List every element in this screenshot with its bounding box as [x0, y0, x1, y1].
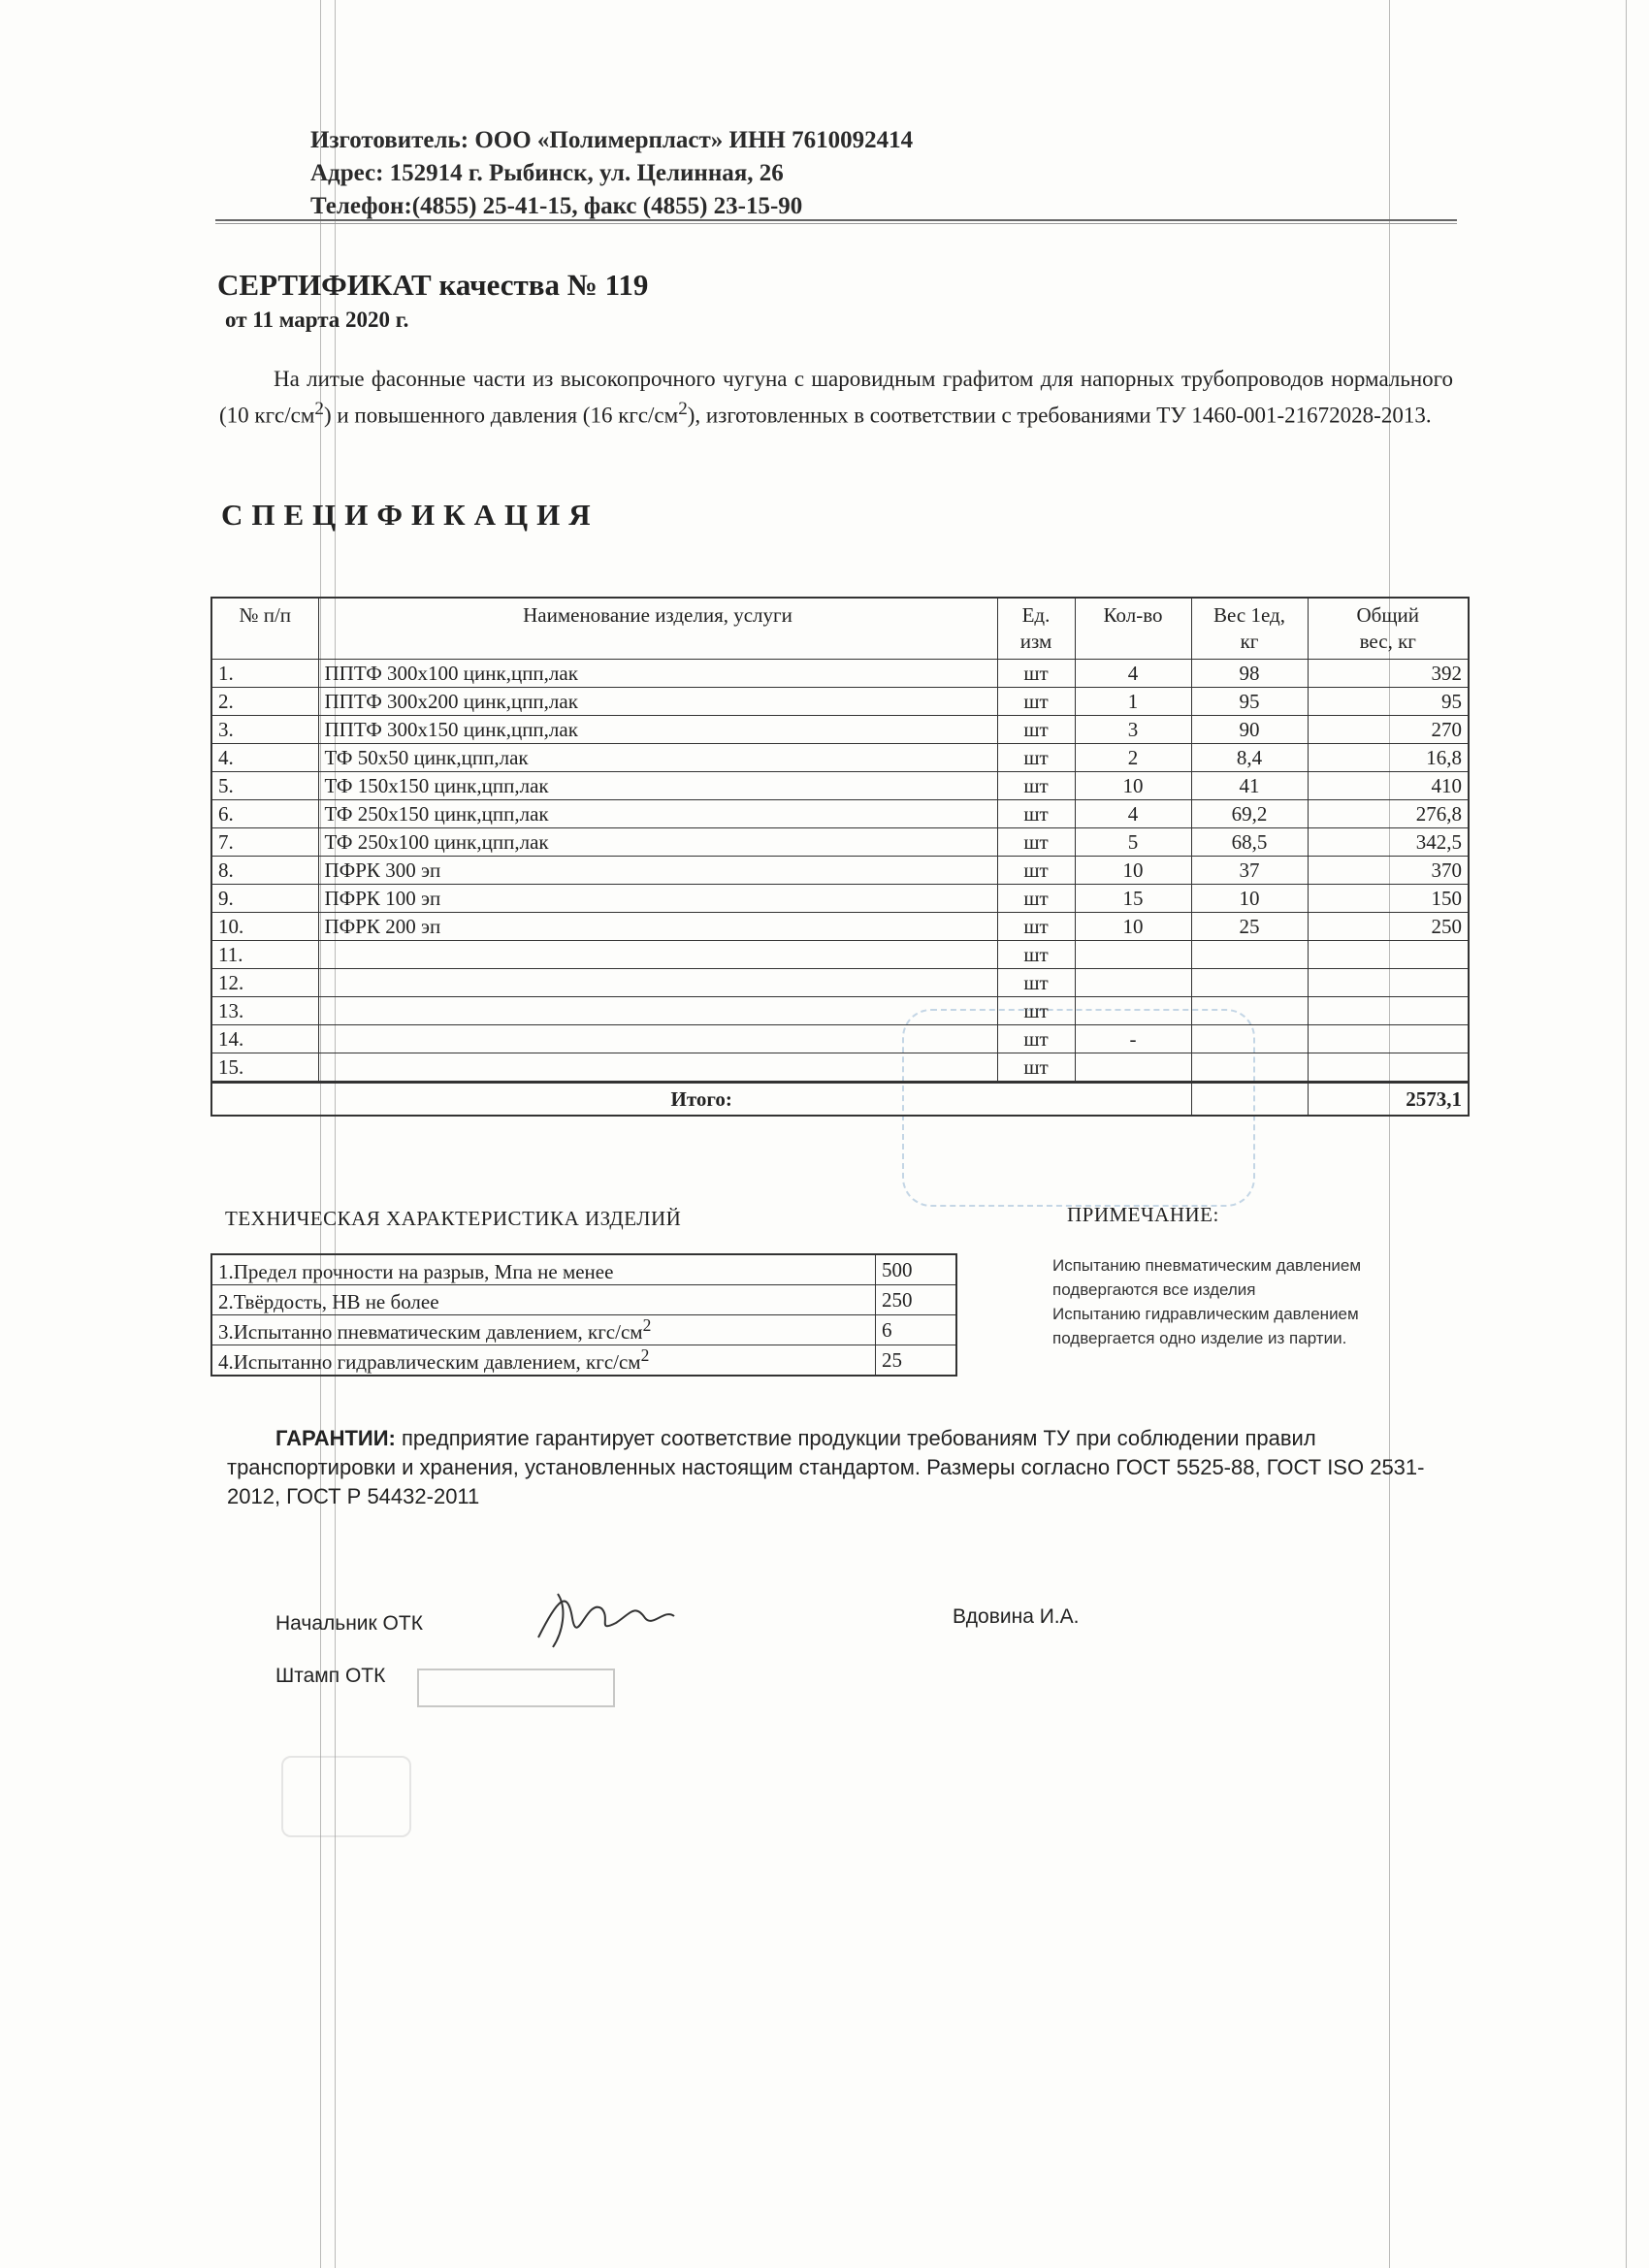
tech-row — [211, 1285, 956, 1315]
address-line: Адрес: 152914 г. Рыбинск, ул. Целинная, 26 — [310, 160, 784, 186]
row-unit: шт — [997, 857, 1075, 885]
row-total: 95 — [1308, 688, 1469, 716]
tech-label-text: 3.Испытанно пневматическим давлением, кгс/см — [218, 1320, 643, 1344]
table-row — [211, 800, 1469, 828]
guarantee-label: ГАРАНТИИ: — [275, 1426, 396, 1450]
manufacturer-header — [310, 124, 913, 223]
tech-row — [211, 1254, 956, 1285]
tech-label — [211, 1254, 876, 1285]
row-num: 13. — [211, 997, 318, 1025]
intro-sup-2: 2 — [678, 399, 688, 419]
total-value: 2573,1 — [1308, 1083, 1469, 1117]
row-weight: 95 — [1191, 688, 1308, 716]
scan-line — [1389, 0, 1390, 2268]
row-unit: шт — [997, 969, 1075, 997]
table-row — [211, 885, 1469, 913]
row-weight: 25 — [1191, 913, 1308, 941]
specification-table — [210, 597, 1470, 1117]
col-header-num: № п/п — [211, 598, 318, 660]
certificate-title: СЕРТИФИКАТ качества № 119 — [217, 268, 649, 302]
row-qty — [1075, 941, 1191, 969]
row-num: 15. — [211, 1053, 318, 1083]
col-header-total: Общий вес, кг — [1308, 598, 1469, 660]
row-weight: 90 — [1191, 716, 1308, 744]
faded-stamp-mark — [281, 1756, 411, 1837]
guarantee-paragraph — [227, 1424, 1439, 1511]
row-unit: шт — [997, 688, 1075, 716]
row-unit: шт — [997, 716, 1075, 744]
specification-title: СПЕЦИФИКАЦИЯ — [221, 498, 599, 532]
row-total — [1308, 941, 1469, 969]
row-qty — [1075, 1053, 1191, 1083]
row-weight — [1191, 997, 1308, 1025]
row-total: 16,8 — [1308, 744, 1469, 772]
row-total: 270 — [1308, 716, 1469, 744]
tech-title: ТЕХНИЧЕСКАЯ ХАРАКТЕРИСТИКА ИЗДЕЛИЙ — [225, 1207, 682, 1230]
row-total: 150 — [1308, 885, 1469, 913]
row-qty: 4 — [1075, 660, 1191, 688]
row-name — [318, 941, 997, 969]
scan-line — [1626, 0, 1627, 2268]
row-total — [1308, 969, 1469, 997]
manufacturer-line: Изготовитель: ООО «Полимерпласт» ИНН 7610092414 — [310, 127, 914, 153]
row-qty — [1075, 997, 1191, 1025]
row-qty: 3 — [1075, 716, 1191, 744]
total-label: Итого: — [211, 1083, 1191, 1117]
row-qty: 2 — [1075, 744, 1191, 772]
tech-value: 6 — [876, 1315, 957, 1345]
row-unit: шт — [997, 913, 1075, 941]
intro-text-1: На литые фасонные части из высокопрочного чугуна с шаровидным графитом для напорных трубопроводов нормального (10 кгс/см — [219, 367, 1453, 428]
row-name — [318, 969, 997, 997]
chief-otk-name: Вдовина И.А. — [953, 1605, 1080, 1628]
intro-sup-1: 2 — [314, 399, 324, 419]
row-qty: 15 — [1075, 885, 1191, 913]
intro-text-3: ), изготовленных в соответствии с требованиями ТУ 1460-001-21672028-2013. — [687, 403, 1432, 428]
row-weight — [1191, 1025, 1308, 1053]
row-qty: 10 — [1075, 857, 1191, 885]
row-qty — [1075, 969, 1191, 997]
row-num: 5. — [211, 772, 318, 800]
table-row — [211, 913, 1469, 941]
row-total: 276,8 — [1308, 800, 1469, 828]
certificate-date: от 11 марта 2020 г. — [225, 308, 409, 332]
row-total: 342,5 — [1308, 828, 1469, 857]
row-num: 2. — [211, 688, 318, 716]
row-qty: - — [1075, 1025, 1191, 1053]
row-name: ТФ 250х100 цинк,цпп,лак — [318, 828, 997, 857]
row-weight: 41 — [1191, 772, 1308, 800]
otk-stamp-mark — [417, 1669, 615, 1707]
row-num: 6. — [211, 800, 318, 828]
note-line: Испытанию пневматическим давлением — [1052, 1256, 1362, 1275]
row-name: ПФРК 200 эп — [318, 913, 997, 941]
row-unit: шт — [997, 744, 1075, 772]
total-row — [211, 1083, 1469, 1117]
otk-stamp-label: Штамп ОТК — [275, 1665, 386, 1687]
table-row — [211, 1053, 1469, 1083]
row-weight — [1191, 969, 1308, 997]
total-empty — [1191, 1083, 1308, 1117]
row-unit: шт — [997, 660, 1075, 688]
row-weight: 98 — [1191, 660, 1308, 688]
row-name — [318, 997, 997, 1025]
table-row — [211, 828, 1469, 857]
table-row — [211, 660, 1469, 688]
tech-label — [211, 1345, 876, 1377]
row-qty: 10 — [1075, 913, 1191, 941]
col-header-weight: Вес 1ед, кг — [1191, 598, 1308, 660]
note-line: Испытанию гидравлическим давлением — [1052, 1305, 1359, 1323]
row-num: 8. — [211, 857, 318, 885]
row-weight: 8,4 — [1191, 744, 1308, 772]
row-qty: 1 — [1075, 688, 1191, 716]
header-rule — [215, 219, 1457, 224]
row-num: 10. — [211, 913, 318, 941]
col-header-name: Наименование изделия, услуги — [318, 598, 997, 660]
row-qty: 5 — [1075, 828, 1191, 857]
row-qty: 10 — [1075, 772, 1191, 800]
row-num: 11. — [211, 941, 318, 969]
row-total: 410 — [1308, 772, 1469, 800]
row-weight — [1191, 941, 1308, 969]
row-qty: 4 — [1075, 800, 1191, 828]
row-name: ППТФ 300х200 цинк,цпп,лак — [318, 688, 997, 716]
tech-label-sup: 2 — [642, 1315, 652, 1335]
row-total: 370 — [1308, 857, 1469, 885]
scan-line — [320, 0, 321, 2268]
row-weight: 68,5 — [1191, 828, 1308, 857]
row-name — [318, 1025, 997, 1053]
row-unit: шт — [997, 941, 1075, 969]
row-unit: шт — [997, 885, 1075, 913]
row-total — [1308, 997, 1469, 1025]
row-name: ТФ 50х50 цинк,цпп,лак — [318, 744, 997, 772]
intro-paragraph — [219, 364, 1453, 431]
row-total — [1308, 1053, 1469, 1083]
tech-row — [211, 1315, 956, 1345]
row-num: 9. — [211, 885, 318, 913]
intro-text-2: ) и повышенного давления (16 кгс/см — [323, 403, 679, 428]
tech-label — [211, 1285, 876, 1315]
table-row — [211, 716, 1469, 744]
row-weight — [1191, 1053, 1308, 1083]
tech-row — [211, 1345, 956, 1377]
tech-label-text: 2.Твёрдость, НВ не более — [218, 1290, 439, 1313]
col-header-unit: Ед. изм — [997, 598, 1075, 660]
row-name: ПФРК 300 эп — [318, 857, 997, 885]
tech-value: 500 — [876, 1254, 957, 1285]
table-row — [211, 1025, 1469, 1053]
row-unit: шт — [997, 828, 1075, 857]
row-weight: 69,2 — [1191, 800, 1308, 828]
row-name — [318, 1053, 997, 1083]
table-row — [211, 744, 1469, 772]
row-num: 7. — [211, 828, 318, 857]
row-name: ППТФ 300х100 цинк,цпп,лак — [318, 660, 997, 688]
guarantee-text: предприятие гарантирует соответствие продукции требованиям ТУ при соблюдении правил транспортировки и хранения, установленных настоящим стандартом. Размеры согласно ГОСТ 5525-88, ГОСТ ISO 2531-2012, ГОСТ Р 54432-2011 — [227, 1426, 1425, 1508]
row-total: 250 — [1308, 913, 1469, 941]
tech-label-text: 1.Предел прочности на разрыв, Мпа не менее — [218, 1260, 614, 1283]
tech-label-text: 4.Испытанно гидравлическим давлением, кгс/см — [218, 1350, 641, 1374]
note-line: подвергается одно изделие из партии. — [1052, 1329, 1347, 1347]
row-name: ПФРК 100 эп — [318, 885, 997, 913]
tech-value: 250 — [876, 1285, 957, 1315]
row-name: ППТФ 300х150 цинк,цпп,лак — [318, 716, 997, 744]
row-weight: 10 — [1191, 885, 1308, 913]
row-total — [1308, 1025, 1469, 1053]
row-num: 14. — [211, 1025, 318, 1053]
table-row — [211, 772, 1469, 800]
row-name: ТФ 250х150 цинк,цпп,лак — [318, 800, 997, 828]
row-num: 12. — [211, 969, 318, 997]
row-total: 392 — [1308, 660, 1469, 688]
table-row — [211, 969, 1469, 997]
signature-mark — [529, 1579, 684, 1657]
scan-line — [335, 0, 336, 2268]
phone-line: Телефон:(4855) 25-41-15, факс (4855) 23-15-90 — [310, 193, 803, 219]
tech-label-sup: 2 — [640, 1345, 650, 1365]
row-unit: шт — [997, 772, 1075, 800]
row-unit: шт — [997, 1025, 1075, 1053]
table-row — [211, 688, 1469, 716]
note-body — [1052, 1253, 1361, 1350]
chief-otk-label: Начальник ОТК — [275, 1612, 423, 1635]
row-unit: шт — [997, 800, 1075, 828]
row-unit: шт — [997, 1053, 1075, 1083]
row-num: 3. — [211, 716, 318, 744]
note-line: подвергаются все изделия — [1052, 1280, 1256, 1299]
row-name: ТФ 150х150 цинк,цпп,лак — [318, 772, 997, 800]
tech-value: 25 — [876, 1345, 957, 1377]
table-row — [211, 857, 1469, 885]
table-row — [211, 941, 1469, 969]
tech-table — [210, 1253, 957, 1377]
row-weight: 37 — [1191, 857, 1308, 885]
row-num: 1. — [211, 660, 318, 688]
col-header-qty: Кол-во — [1075, 598, 1191, 660]
note-title: ПРИМЕЧАНИЕ: — [1067, 1203, 1219, 1226]
table-header-row — [211, 598, 1469, 660]
tech-label — [211, 1315, 876, 1345]
row-unit: шт — [997, 997, 1075, 1025]
table-row — [211, 997, 1469, 1025]
row-num: 4. — [211, 744, 318, 772]
